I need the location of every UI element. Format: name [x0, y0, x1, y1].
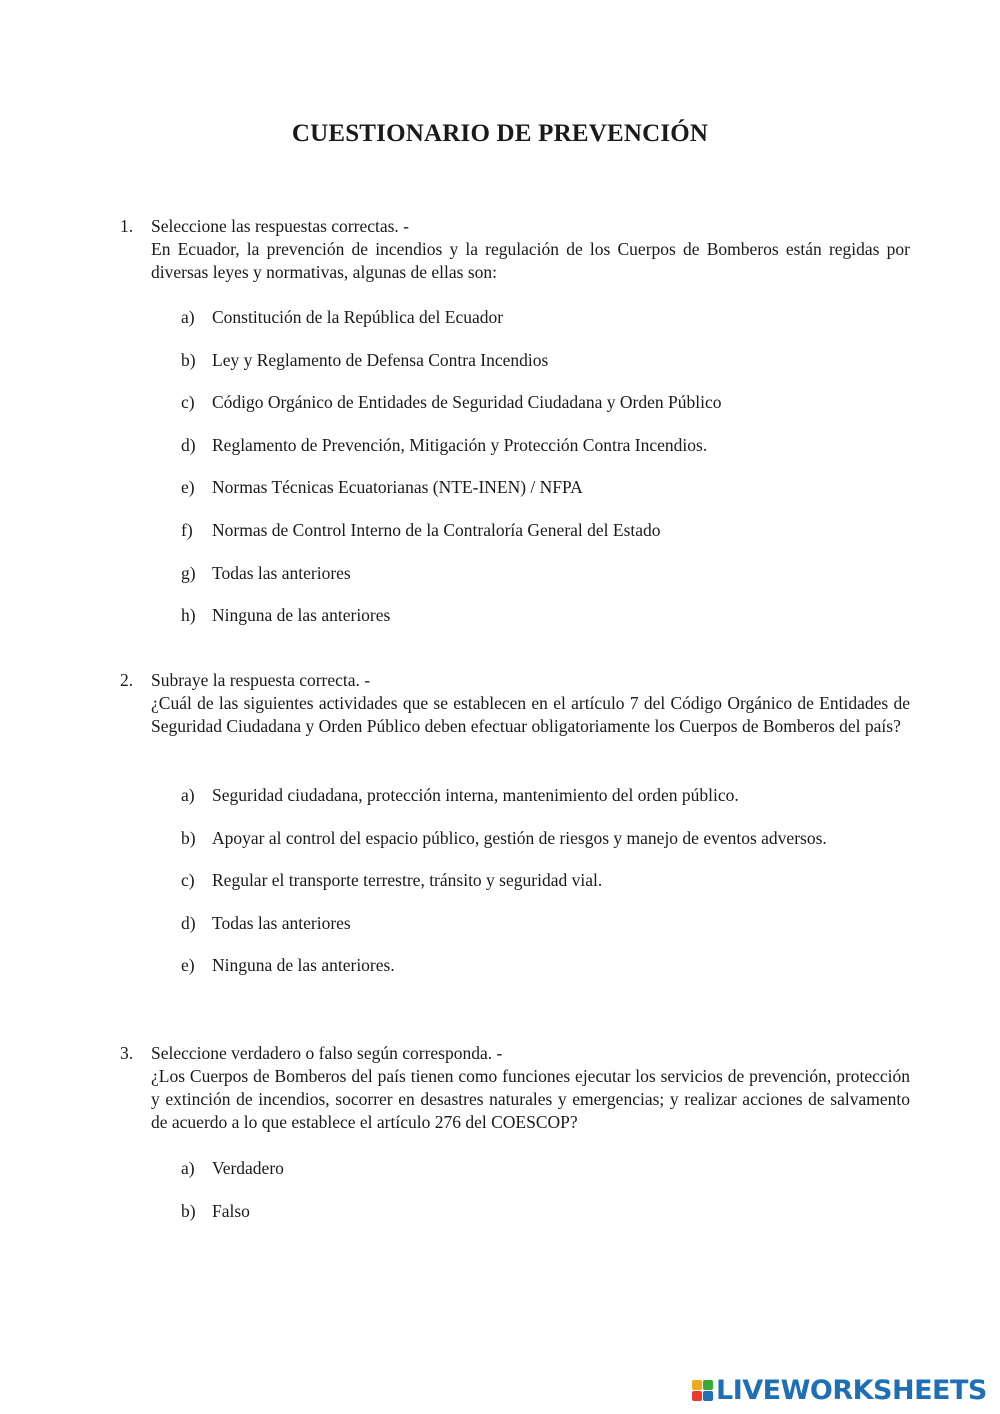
page-title: CUESTIONARIO DE PREVENCIÓN [291, 120, 709, 147]
option-letter: e) [181, 477, 195, 498]
option-letter: f) [181, 519, 193, 540]
question-number: 3. [120, 1043, 134, 1063]
answer-option[interactable] [181, 391, 901, 434]
question-text: ¿Los Cuerpos de Bomberos del país tienen como funciones ejecutar los servicios de prevención, protección y extinción de incendios, socorrer en desastres naturales y emergencias; y realizar acciones de salvamento de acuerdo a lo que establece el artículo 276 del COESCOP? [151, 1066, 910, 1132]
question-text: En Ecuador, la prevención de incendios y la regulación de los Cuerpos de Bomberos están regidas por diversas leyes y normativas, algunas de ellas son: [151, 239, 910, 282]
option-text: Ninguna de las anteriores. [212, 955, 395, 976]
option-letter: g) [181, 562, 196, 583]
answer-option[interactable] [181, 1200, 901, 1243]
question-instruction: Seleccione las respuestas correctas. - [151, 216, 410, 236]
logo-tile [703, 1391, 713, 1401]
options-list-3 [181, 1157, 901, 1242]
option-text: Reglamento de Prevención, Mitigación y Protección Contra Incendios. [212, 434, 708, 455]
option-text: Código Orgánico de Entidades de Seguridad Ciudadana y Orden Público [212, 392, 722, 413]
option-letter: a) [181, 785, 195, 805]
question-text: ¿Cuál de las siguientes actividades que se establecen en el artículo 7 del Código Orgánico de Entidades de Seguridad Ciudadana y Orden Público deben efectuar obligatoriamente los Cuerpos de Bomberos del país? [151, 693, 910, 736]
question-2 [120, 669, 910, 738]
option-text: Regular el transporte terrestre, tránsito y seguridad vial. [212, 870, 603, 891]
answer-option[interactable] [181, 954, 901, 997]
question-3 [120, 1042, 910, 1134]
option-letter: b) [181, 827, 196, 848]
option-letter: d) [181, 912, 196, 933]
option-letter: b) [181, 1200, 196, 1221]
options-list-2 [181, 784, 901, 997]
logo-mark-icon [692, 1380, 713, 1401]
option-letter: b) [181, 349, 196, 370]
logo-text: LIVEWORKSHEETS [716, 1374, 987, 1406]
option-letter: e) [181, 955, 195, 976]
option-letter: h) [181, 605, 196, 626]
option-letter: c) [181, 392, 195, 413]
option-text: Falso [212, 1200, 250, 1221]
answer-option[interactable] [181, 562, 901, 605]
answer-option[interactable] [181, 912, 901, 955]
option-text: Ley y Reglamento de Defensa Contra Incendios [212, 349, 549, 370]
answer-option[interactable] [181, 519, 901, 562]
question-number: 1. [120, 216, 134, 236]
option-text: Todas las anteriores [212, 562, 351, 583]
option-letter: a) [181, 307, 195, 327]
answer-option[interactable] [181, 827, 901, 870]
question-number: 2. [120, 670, 134, 690]
answer-option[interactable] [181, 349, 901, 392]
logo-tile [692, 1391, 702, 1401]
answer-option[interactable] [181, 784, 901, 827]
options-list-1 [181, 306, 901, 647]
answer-option[interactable] [181, 1157, 901, 1200]
option-text: Verdadero [212, 1158, 284, 1178]
option-text: Seguridad ciudadana, protección interna, mantenimiento del orden público. [212, 785, 739, 805]
logo-tile [692, 1380, 702, 1390]
option-text: Ninguna de las anteriores [212, 605, 391, 626]
liveworksheets-logo [692, 1373, 987, 1407]
question-instruction: Subraye la respuesta correcta. - [151, 670, 371, 690]
option-text: Todas las anteriores [212, 912, 351, 933]
option-text: Apoyar al control del espacio público, gestión de riesgos y manejo de eventos adversos. [212, 827, 827, 848]
option-text: Normas Técnicas Ecuatorianas (NTE-INEN) / NFPA [212, 477, 583, 498]
answer-option[interactable] [181, 306, 901, 349]
question-1 [120, 215, 910, 284]
option-text: Constitución de la República del Ecuador [212, 307, 504, 327]
answer-option[interactable] [181, 604, 901, 647]
answer-option[interactable] [181, 869, 901, 912]
option-text: Normas de Control Interno de la Contraloría General del Estado [212, 519, 661, 540]
option-letter: d) [181, 434, 196, 455]
answer-option[interactable] [181, 476, 901, 519]
question-instruction: Seleccione verdadero o falso según corresponda. - [151, 1043, 503, 1063]
option-letter: c) [181, 870, 195, 891]
logo-tile [703, 1380, 713, 1390]
option-letter: a) [181, 1158, 195, 1178]
answer-option[interactable] [181, 434, 901, 477]
